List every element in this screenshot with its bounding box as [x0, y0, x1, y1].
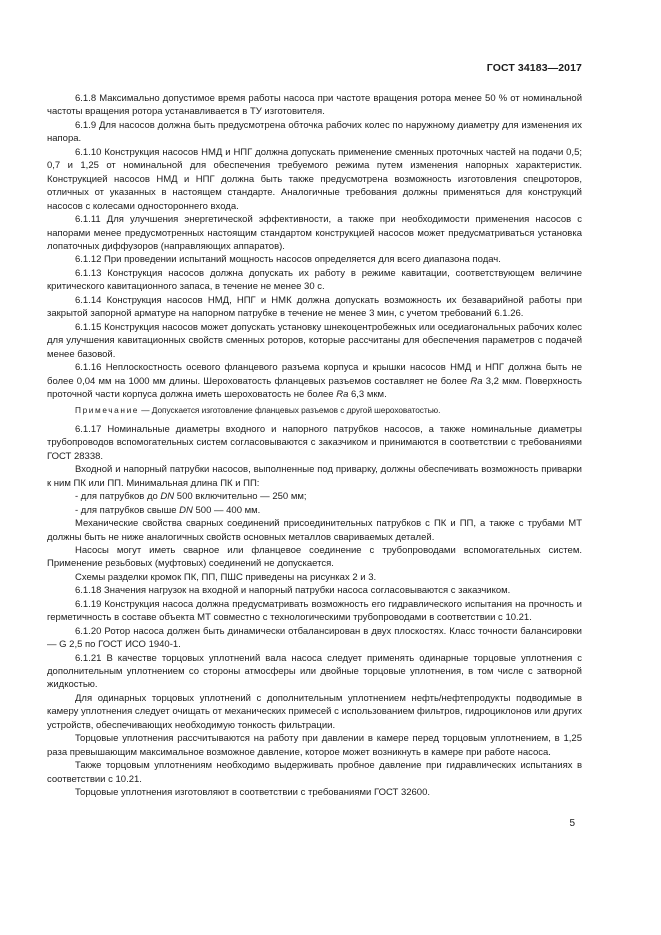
clause-6-1-11: 6.1.11 Для улучшения энергетической эффективности, а также при необходимости применения насосов с напорами менее предусмотренных настоящим стандартом конструкцией насосов может предусматриваться установка лопаточных диффузоров (направляющих аппаратов). — [47, 214, 582, 252]
roughness-symbol: Ra — [470, 375, 483, 387]
paragraph-weld-properties: Механические свойства сварных соединений присоединительных патрубков с ПК и ПП, а также с трубами МТ должны быть не ниже аналогичных свойств основных металлов свариваемых деталей. — [47, 518, 582, 543]
clause-6-1-10: 6.1.10 Конструкция насосов НМД и НПГ должна допускать применение сменных проточных частей на подачи 0,5; 0,7 и 1,25 от номинальной для обеспечения требуемого режима путем изменения напорных характеристик. Конструкцией насосов НМД и НПГ должна быть также предусмотрена возможность изготовления спецроторов, отличных от указанных в настоящем стандарте. Аналогичные требования должны применяться для конструкций насосов с колесами одностороннего входа. — [47, 146, 582, 212]
clause-6-1-12: 6.1.12 При проведении испытаний мощность насосов определяется для всего диапазона подач. — [75, 254, 501, 266]
note-text: — Допускается изготовление фланцевых разъемов с другой шероховатостью. — [139, 405, 441, 416]
clause-text: 6.1.16 Неплоскостность осевого фланцевого разъема корпуса и крышки насосов НМД и НПГ должна быть не более 0,04 мм на 1000 мм длины. Шероховатость фланцевых разъемов составляет не более — [47, 362, 582, 387]
list-item — [47, 490, 582, 503]
clause-6-1-17: 6.1.17 Номинальные диаметры входного и напорного патрубков насосов, а также номинальные диаметры трубопроводов вспомогательных систем согласовываются с заказчиком и принимаются в соответствии с требованиями ГОСТ 28338. — [47, 423, 582, 462]
list-text: 500 включительно — 250 мм; — [174, 491, 307, 503]
list-text: - для патрубков свыше — [75, 504, 180, 516]
clause-6-1-19: 6.1.19 Конструкция насоса должна предусматривать возможность его гидравлического испытания на прочность и герметичность в составе объекта МТ совместно с технологическими трубопроводами в соответствии с 10.21. — [47, 598, 582, 624]
nominal-diameter-symbol: DN — [160, 491, 175, 503]
list-text: - для патрубков до — [75, 491, 161, 503]
roughness-symbol: Ra — [336, 388, 349, 400]
clause-6-1-9: 6.1.9 Для насосов должна быть предусмотрена обточка рабочих колес по наружному диаметру для изменения их напора. — [47, 119, 582, 145]
paragraph-single-seals: Для одинарных торцовых уплотнений с дополнительным уплотнением нефть/нефтепродукты подводимые в камеру уплотнения следует очищать от механических примесей с использованием фильтров, гидроциклонов или других устройств, обеспечивающих необходимую тонкость фильтрации. — [47, 692, 582, 731]
clause-6-1-13: 6.1.13 Конструкция насосов должна допускать их работу в режиме кавитации, соответствующем величине критического кавитационного запаса, в течение не менее 30 с. — [47, 267, 582, 293]
nominal-diameter-symbol: DN — [179, 504, 193, 516]
paragraph-seal-standard: Торцовые уплотнения изготовляют в соответствии с требованиями ГОСТ 32600. — [75, 787, 430, 799]
paragraph-edge-schemes: Схемы разделки кромок ПК, ПП, ПШС приведены на рисунках 2 и 3. — [75, 571, 377, 583]
clause-text: 6,3 мкм. — [348, 388, 387, 400]
clause-6-1-15: 6.1.15 Конструкция насосов может допускать установку шнекоцентробежных или оседиагональных рабочих колес для улучшения кавитационных свойств сменных роторов, которые рассчитаны для обеспечения параметров с подачей менее базовой. — [47, 321, 582, 360]
clause-6-1-8: 6.1.8 Максимально допустимое время работы насоса при частоте вращения ротора менее 50 % от номинальной частоты вращения ротора устанавливается в ТУ изготовителя. — [47, 93, 582, 118]
paragraph-seal-pressure: Торцовые уплотнения рассчитываются на работу при давлении в камере перед торцовым уплотнением, в 1,25 раза превышающим максимальное возможное давление, которое может возникнуть в камере при работе насоса. — [47, 733, 582, 758]
note — [47, 404, 582, 417]
document-body — [47, 92, 582, 800]
list-item — [47, 504, 582, 517]
clause-6-1-16 — [47, 361, 582, 401]
clause-6-1-14: 6.1.14 Конструкция насосов НМД, НПГ и НМК должна допускать возможность их безаварийной работы при закрытой запорной арматуре на напорном патрубке в течение не менее 3 мин, с учетом требований 6.1.26. — [47, 294, 582, 320]
list-text: 500 — 400 мм. — [192, 504, 261, 516]
clause-6-1-18: 6.1.18 Значения нагрузок на входной и напорный патрубки насоса согласовываются с заказчиком. — [75, 585, 511, 597]
page-number: 5 — [569, 818, 575, 829]
clause-6-1-20: 6.1.20 Ротор насоса должен быть динамически отбалансирован в двух плоскостях. Класс точности балансировки — G 2,5 по ГОСТ ИСО 1940-1. — [47, 625, 582, 651]
standard-number: ГОСТ 34183—2017 — [486, 62, 582, 74]
paragraph-test-pressure: Также торцовым уплотнениям необходимо выдерживать пробное давление при гидравлических испытаниях в соответствии с 10.21. — [47, 760, 582, 785]
note-label: Примечание — [75, 405, 140, 416]
paragraph-weld-nozzles: Входной и напорный патрубки насосов, выполненные под приварку, должны обеспечивать возможность приварки к ним ПК или ПП. Минимальная длина ПК и ПП: — [47, 464, 582, 489]
paragraph-connections: Насосы могут иметь сварное или фланцевое соединение с трубопроводами вспомогательных систем. Применение резьбовых (муфтовых) соединений не допускается. — [47, 544, 582, 570]
clause-text: 3,2 мкм. Поверхность проточной части корпуса должна иметь шероховатость не более — [47, 375, 582, 400]
clause-6-1-21: 6.1.21 В качестве торцовых уплотнений вала насоса следует применять одинарные торцовые уплотнения с дополнительным уплотнением со стороны атмосферы или двойные торцовые уплотнения, в том числе с затворной жидкостью. — [47, 652, 582, 691]
